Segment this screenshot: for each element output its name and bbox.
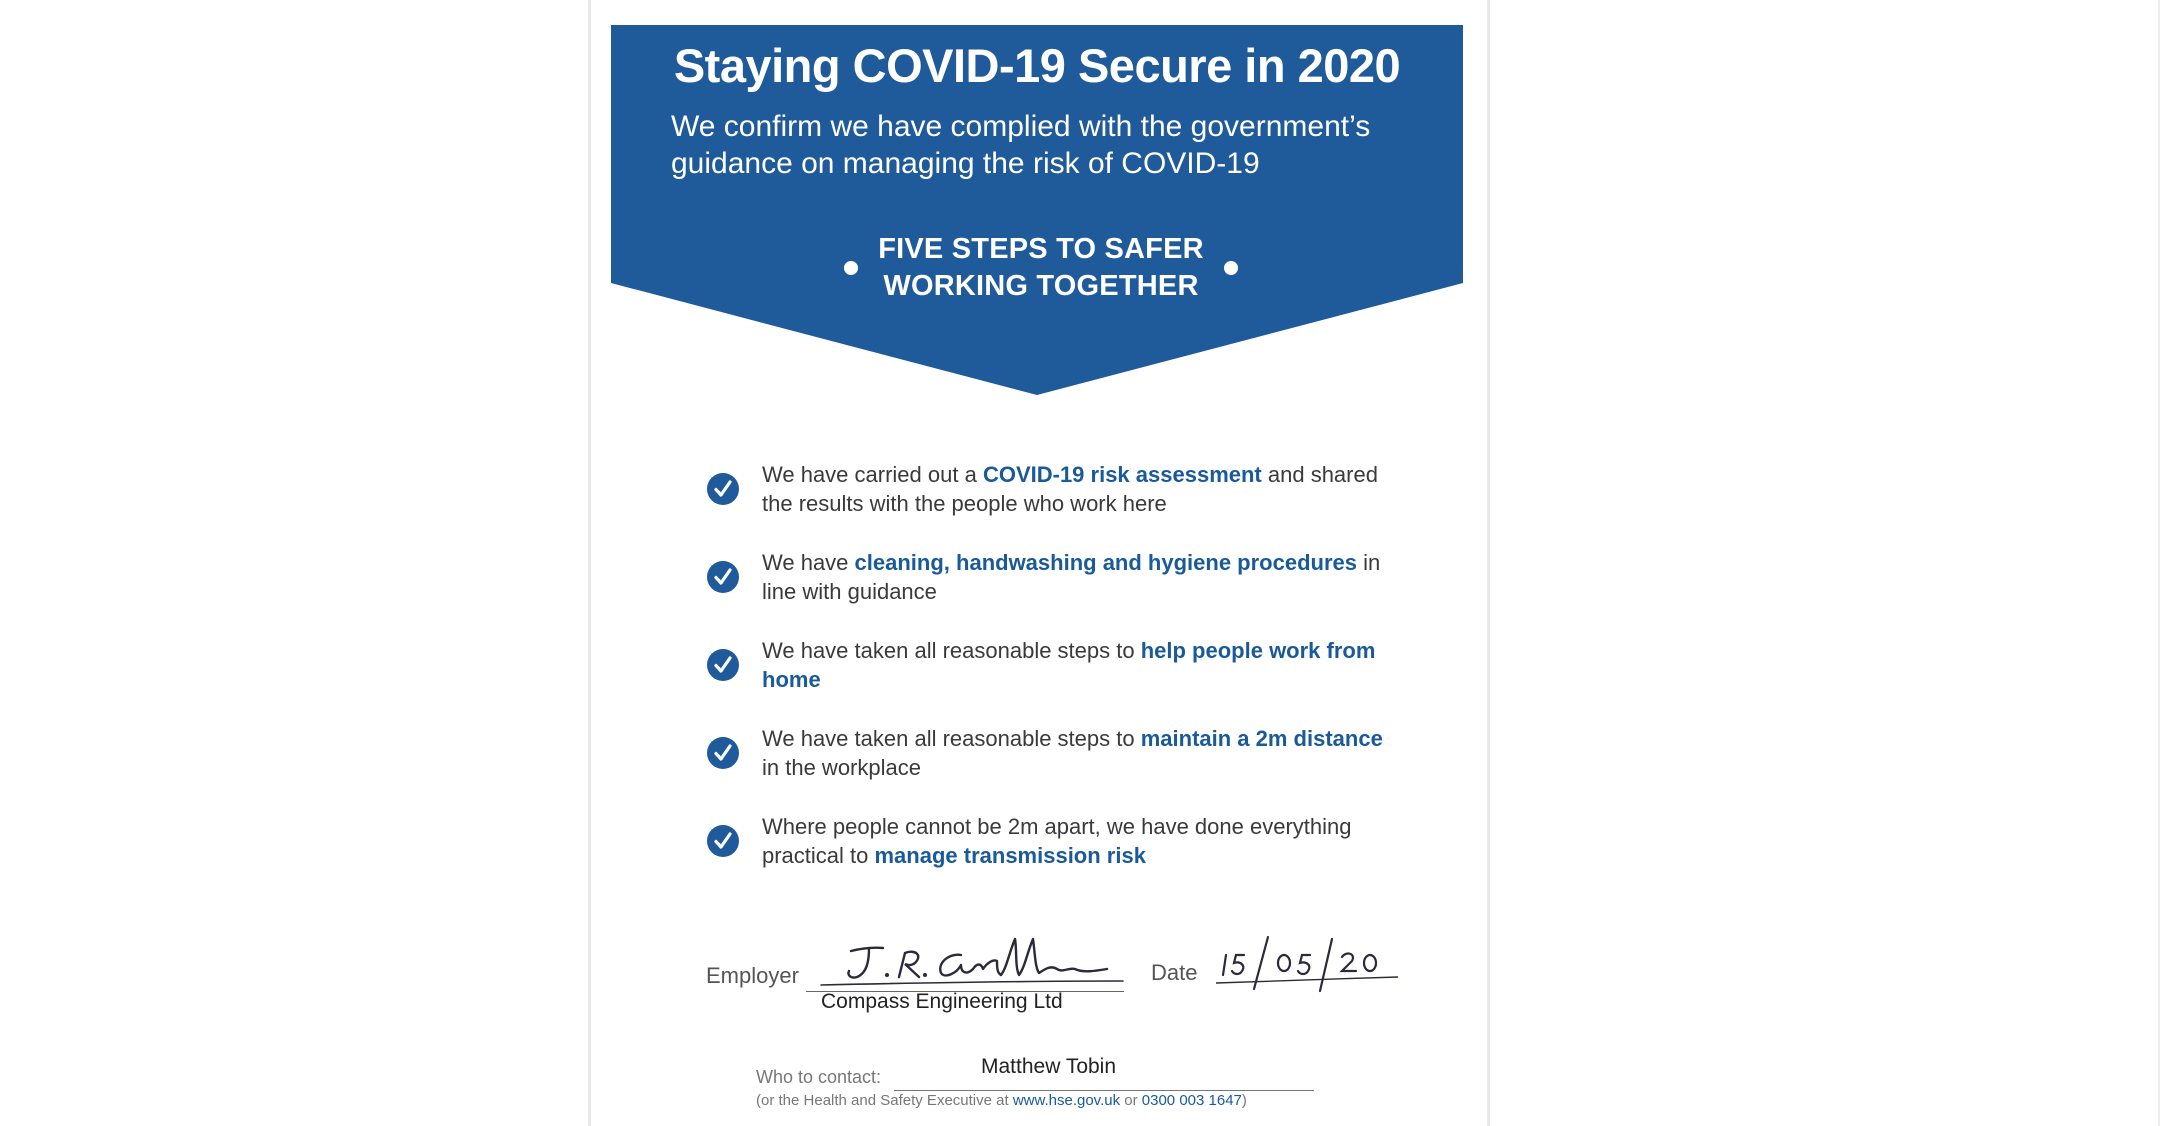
checklist-text: [762, 460, 1406, 518]
right-edge-divider: [2158, 0, 2160, 1126]
employer-signature-image: [811, 933, 1131, 993]
checklist-text-plain: in the workplace: [762, 755, 921, 780]
bullet-dot-icon: [844, 261, 858, 275]
hse-phone-number[interactable]: 0300 003 1647: [1141, 1092, 1242, 1109]
five-steps-line-2: WORKING TOGETHER: [883, 270, 1199, 302]
poster-title: Staying COVID-19 Secure in 2020: [673, 39, 1401, 92]
handwritten-date-image: [1206, 933, 1406, 995]
checklist-text: [762, 812, 1406, 870]
contact-underline: [894, 1090, 1314, 1091]
hse-website-link[interactable]: www.hse.gov.uk: [1012, 1092, 1121, 1109]
five-steps-heading: [831, 228, 1251, 308]
checklist-text-highlight: manage transmission risk: [874, 843, 1146, 868]
checklist-item: [706, 621, 1406, 709]
checkmark-circle-icon: [706, 560, 740, 594]
five-steps-line-1: FIVE STEPS TO SAFER: [878, 233, 1204, 265]
checklist-item: [706, 709, 1406, 797]
checklist-item: [706, 533, 1406, 621]
checklist-text-highlight: COVID-19 risk assessment: [982, 462, 1262, 487]
checklist-item: [706, 797, 1406, 885]
contact-label: Who to contact:: [756, 1067, 882, 1087]
checklist-text-highlight: cleaning, handwashing and hygiene procedures: [854, 550, 1357, 575]
footnote-text: ): [1241, 1092, 1247, 1109]
hse-footnote: [756, 1092, 1247, 1109]
poster-subtitle: We confirm we have complied with the government’s guidance on managing the risk of COVID-19: [671, 110, 1371, 180]
checklist-text-plain: We have taken all reasonable steps to: [762, 726, 1141, 751]
poster-document: [588, 0, 1490, 1126]
footnote-text: (or the Health and Safety Executive at: [756, 1092, 1013, 1109]
checklist-text-highlight: maintain a 2m distance: [1140, 726, 1383, 751]
checklist-text: [762, 548, 1406, 606]
checklist-text-plain: and shared the results with the people who work here: [762, 462, 1378, 516]
employer-label: Employer: [706, 963, 799, 988]
checkmark-circle-icon: [706, 648, 740, 682]
contact-name: Matthew Tobin: [981, 1055, 1117, 1078]
checkmark-circle-icon: [706, 824, 740, 858]
checklist-text: [762, 636, 1406, 694]
checklist-text-plain: We have taken all reasonable steps to: [762, 638, 1141, 663]
company-name: Compass Engineering Ltd: [821, 990, 1063, 1013]
five-steps-text: [878, 231, 1204, 305]
checklist-item: [706, 445, 1406, 533]
checklist-text-plain: in line with guidance: [762, 550, 1381, 604]
checklist-text-highlight: help people work from home: [762, 638, 1376, 692]
checklist-text-plain: We have: [762, 550, 855, 575]
checklist-text-plain: Where people cannot be 2m apart, we have done everything practical to: [762, 814, 1352, 868]
checklist-text-plain: We have carried out a: [762, 462, 983, 487]
checklist-text: [762, 724, 1406, 782]
contact-row: [756, 1052, 1456, 1092]
bullet-dot-icon: [1224, 261, 1238, 275]
steps-checklist: [706, 445, 1406, 885]
checkmark-circle-icon: [706, 472, 740, 506]
date-label: Date: [1151, 960, 1198, 985]
footnote-text: or: [1120, 1092, 1142, 1109]
checkmark-circle-icon: [706, 736, 740, 770]
